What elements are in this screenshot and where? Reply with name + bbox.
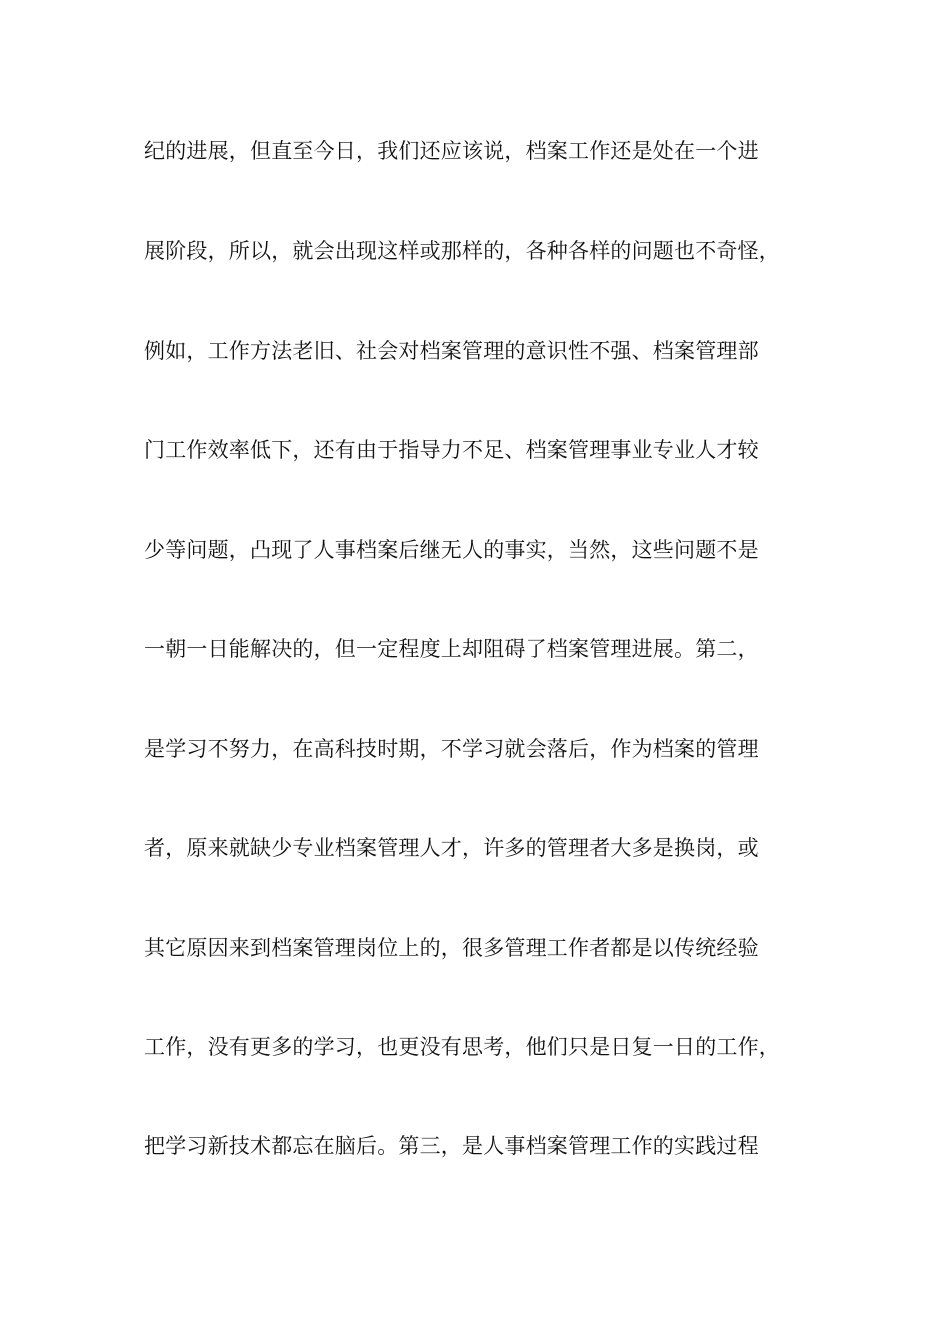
text-line: 纪的进展，但直至今日，我们还应该说，档案工作还是处在一个进 xyxy=(144,139,759,163)
text-line: 少等问题，凸现了人事档案后继无人的事实，当然，这些问题不是 xyxy=(144,538,759,562)
text-line: 其它原因来到档案管理岗位上的，很多管理工作者都是以传统经验 xyxy=(144,936,759,960)
text-line: 例如，工作方法老旧、社会对档案管理的意识性不强、档案管理部 xyxy=(144,339,759,363)
text-line: 展阶段，所以，就会出现这样或那样的，各种各样的问题也不奇怪， xyxy=(144,239,780,263)
text-line: 是学习不努力，在高科技时期，不学习就会落后，作为档案的管理 xyxy=(144,737,759,761)
text-line: 门工作效率低下，还有由于指导力不足、档案管理事业专业人才较 xyxy=(144,438,759,462)
text-line: 一朝一日能解决的，但一定程度上却阻碍了档案管理进展。第二， xyxy=(144,637,759,661)
text-line: 工作，没有更多的学习，也更没有思考，他们只是日复一日的工作， xyxy=(144,1035,780,1059)
text-line: 把学习新技术都忘在脑后。第三，是人事档案管理工作的实践过程 xyxy=(144,1134,759,1158)
text-line: 者，原来就缺少专业档案管理人才，许多的管理者大多是换岗，或 xyxy=(144,836,759,860)
